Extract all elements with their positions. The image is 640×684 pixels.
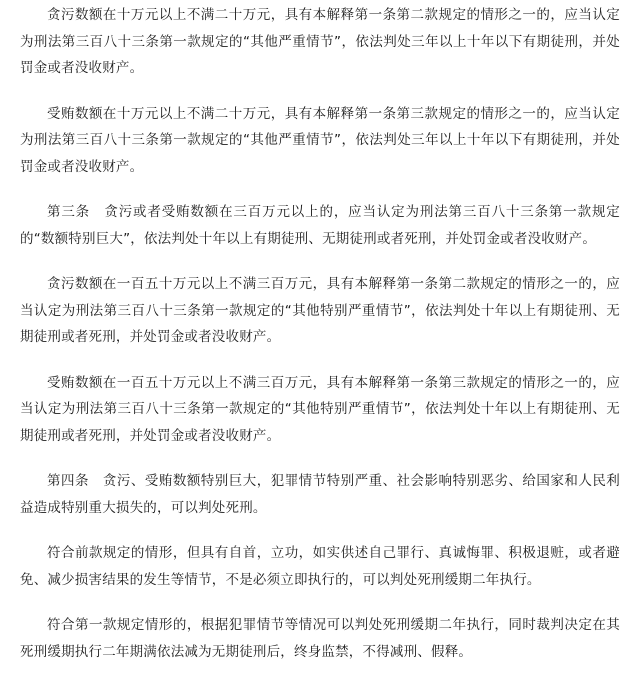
paragraph-bribery-serious: 受贿数额在十万元以上不满二十万元，具有本解释第一条第三款规定的情形之一的，应当认定为刑法第三百八十三条第一款规定的“其他严重情节”，依法判处三年以上十年以下有期徒刑，并处罚金或者没收财产。 xyxy=(20,105,620,175)
paragraph-bribery-especially-serious: 受贿数额在一百五十万元以上不满三百万元，具有本解释第一条第三款规定的情形之一的，应当认定为刑法第三百八十三条第一款规定的“其他特别严重情节”，依法判处十年以上有期徒刑、无期徒刑或者死刑，并处罚金或者没收财产。 xyxy=(20,374,620,444)
paragraph-death-suspension: 符合前款规定的情形，但具有自首，立功，如实供述自己罪行、真诚悔罪、积极退赃，或者避免、减少损害结果的发生等情节，不是必须立即执行的，可以判处死刑缓期二年执行。 xyxy=(20,545,620,588)
paragraph-embezzlement-serious: 贪污数额在十万元以上不满二十万元，具有本解释第一条第二款规定的情形之一的，应当认定为刑法第三百八十三条第一款规定的“其他严重情节”，依法判处三年以上十年以下有期徒刑，并处罚金或者没收财产。 xyxy=(20,7,620,76)
paragraph-article-4: 第四条 贪污、受贿数额特别巨大，犯罪情节特别严重、社会影响特别恶劣、给国家和人民利益造成特别重大损失的，可以判处死刑。 xyxy=(20,473,620,516)
paragraph-life-imprisonment: 符合第一款规定情形的，根据犯罪情节等情况可以判处死刑缓期二年执行，同时裁判决定在其死刑缓期执行二年期满依法减为无期徒刑后，终身监禁，不得减刑、假释。 xyxy=(20,617,620,660)
paragraph-article-3: 第三条 贪污或者受贿数额在三百万元以上的，应当认定为刑法第三百八十三条第一款规定的“数额特别巨大”，依法判处十年以上有期徒刑、无期徒刑或者死刑，并处罚金或者没收财产。 xyxy=(20,204,620,247)
document-body xyxy=(20,0,620,684)
paragraph-embezzlement-especially-serious: 贪污数额在一百五十万元以上不满三百万元，具有本解释第一条第二款规定的情形之一的，应当认定为刑法第三百八十三条第一款规定的“其他特别严重情节”，依法判处十年以上有期徒刑、无期徒刑或者死刑，并处罚金或者没收财产。 xyxy=(20,276,620,345)
